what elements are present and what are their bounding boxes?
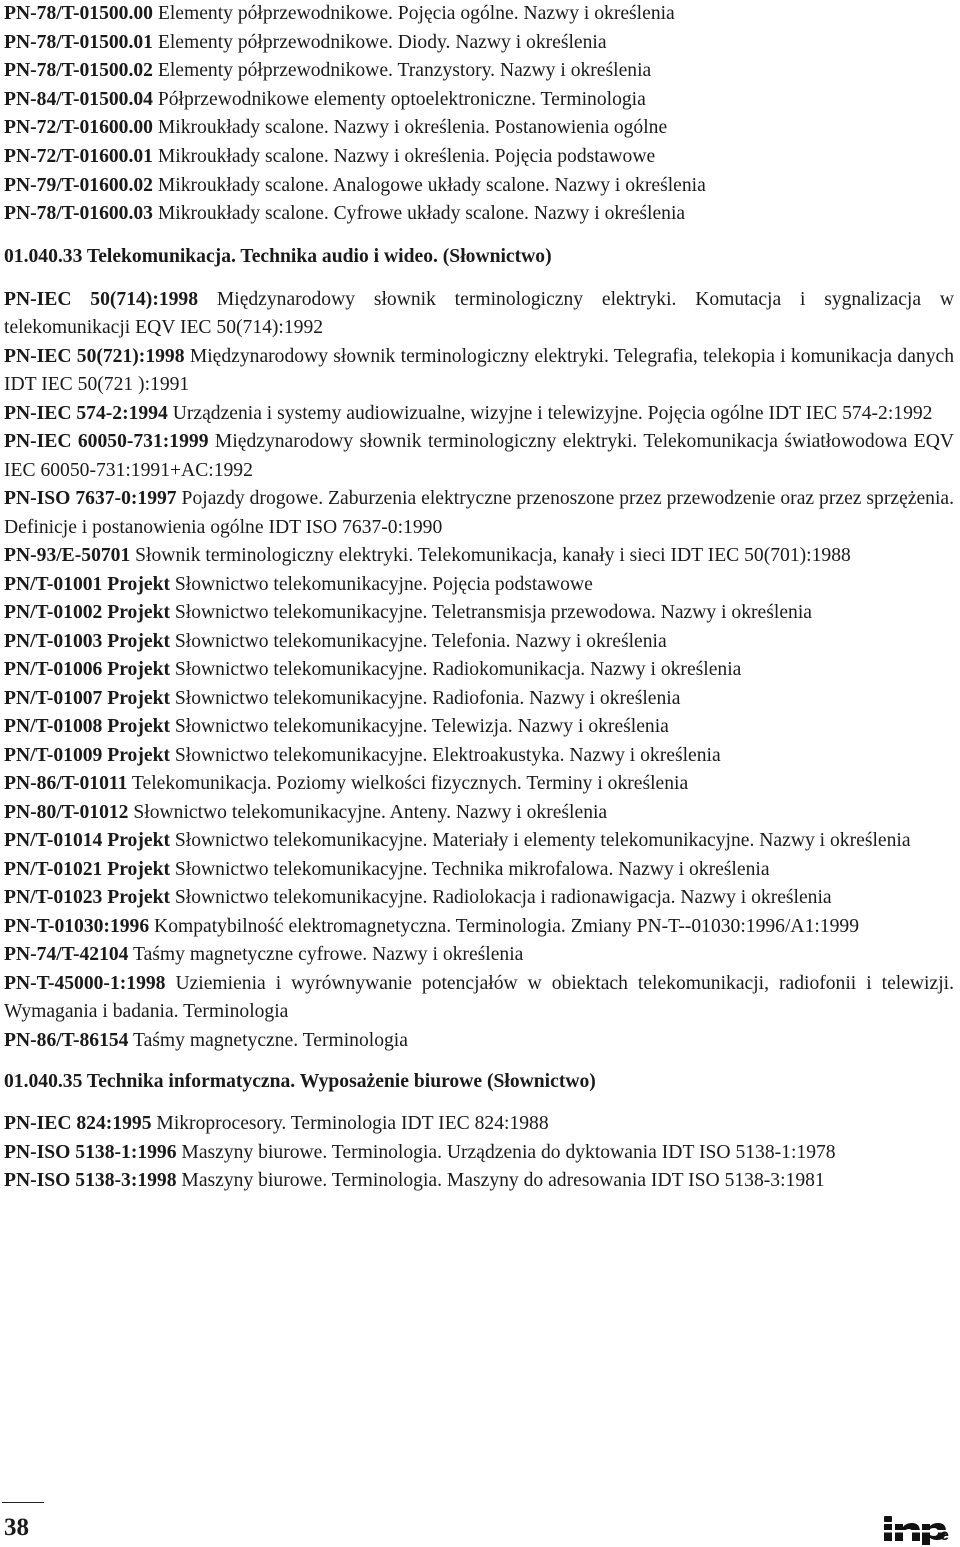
standard-title: Słownictwo telekomunikacyjne. Radiolokacja i radionawigacja. Nazwy i określenia <box>170 887 832 909</box>
standard-title: Mikroprocesory. Terminologia IDT IEC 824:1988 <box>151 1113 549 1135</box>
standard-entry <box>4 343 954 400</box>
standard-entry <box>4 827 954 856</box>
standard-title: Mikroukłady scalone. Analogowe układy scalone. Nazwy i określenia <box>152 174 706 196</box>
standard-entry <box>4 143 954 172</box>
standard-entry <box>4 485 954 542</box>
svg-text:e: e <box>940 1527 949 1544</box>
standard-title: Taśmy magnetyczne. Terminologia <box>128 1029 408 1051</box>
inpe-logo <box>882 1513 954 1545</box>
document-body <box>4 0 954 1196</box>
standard-code: PN/T-01007 Projekt <box>4 687 170 709</box>
standard-entry <box>4 57 954 86</box>
standard-entry <box>4 114 954 143</box>
standard-title: Maszyny biurowe. Terminologia. Maszyny do adresowania IDT ISO 5138-3:1981 <box>176 1170 825 1192</box>
standard-entry <box>4 770 954 799</box>
standard-title: Słownictwo telekomunikacyjne. Telefonia. Nazwy i określenia <box>170 630 667 652</box>
standard-code: PN-84/T-01500.04 <box>4 88 153 110</box>
standard-title: Słownictwo telekomunikacyjne. Radiofonia. Nazwy i określenia <box>170 687 681 709</box>
standard-code: PN-IEC 824:1995 <box>4 1113 152 1135</box>
standard-entry <box>4 941 954 970</box>
standard-title: Słownictwo telekomunikacyjne. Pojęcia podstawowe <box>170 573 593 595</box>
standard-entry <box>4 400 954 429</box>
standard-title: Mikroukłady scalone. Nazwy i określenia. Postanowienia ogólne <box>152 117 668 139</box>
standard-entry <box>4 29 954 58</box>
standard-code: PN-72/T-01600.01 <box>4 145 153 167</box>
standard-entry <box>4 1110 954 1139</box>
standard-entry <box>4 599 954 628</box>
standards-list-information-technology <box>4 1110 954 1196</box>
standard-code: PN-IEC 50(714):1998 <box>4 288 199 310</box>
standard-entry <box>4 913 954 942</box>
standard-code: PN-78/T-01500.02 <box>4 60 153 82</box>
standard-entry <box>4 884 954 913</box>
standard-entry <box>4 200 954 229</box>
standard-code: PN-ISO 5138-3:1998 <box>4 1170 177 1192</box>
standard-entry <box>4 856 954 885</box>
standard-entry <box>4 571 954 600</box>
standard-title: Słownictwo telekomunikacyjne. Technika mikrofalowa. Nazwy i określenia <box>170 858 770 880</box>
standard-code: PN-ISO 7637-0:1997 <box>4 488 177 510</box>
standard-code: PN/T-01002 Projekt <box>4 602 170 624</box>
standard-entry <box>4 1027 954 1056</box>
standard-entry <box>4 542 954 571</box>
standard-code: PN/T-01014 Projekt <box>4 830 170 852</box>
standard-code: PN-78/T-01500.00 <box>4 3 153 24</box>
standard-title: Słownik terminologiczny elektryki. Telekomunikacja, kanały i sieci IDT IEC 50(701):1988 <box>130 545 851 567</box>
standard-entry <box>4 685 954 714</box>
standard-title: Mikroukłady scalone. Cyfrowe układy scalone. Nazwy i określenia <box>152 203 686 225</box>
standard-entry <box>4 428 954 485</box>
standard-entry <box>4 970 954 1027</box>
standard-title: Półprzewodnikowe elementy optoelektroniczne. Terminologia <box>152 88 646 110</box>
standard-title: Międzynarodowy słownik terminologiczny elektryki. Komutacja i sygnalizacja w telekomunikacji EQV IEC 50(714):1992 <box>4 288 954 339</box>
standard-title: Słownictwo telekomunikacyjne. Elektroakustyka. Nazwy i określenia <box>170 744 721 766</box>
standard-title: Słownictwo telekomunikacyjne. Anteny. Nazwy i określenia <box>128 801 608 823</box>
standard-entry <box>4 0 954 29</box>
standard-title: Mikroukłady scalone. Nazwy i określenia. Pojęcia podstawowe <box>152 145 656 167</box>
standard-entry <box>4 86 954 115</box>
standard-entry <box>4 713 954 742</box>
standard-code: PN-ISO 5138-1:1996 <box>4 1141 177 1163</box>
standard-title: Elementy półprzewodnikowe. Diody. Nazwy i określenia <box>152 31 607 53</box>
standard-code: PN/T-01003 Projekt <box>4 630 170 652</box>
standard-code: PN-IEC 574-2:1994 <box>4 402 168 424</box>
standard-title: Elementy półprzewodnikowe. Pojęcia ogólne. Nazwy i określenia <box>152 3 675 24</box>
standard-title: Słownictwo telekomunikacyjne. Radiokomunikacja. Nazwy i określenia <box>170 659 742 681</box>
standard-entry <box>4 172 954 201</box>
standard-code: PN/T-01006 Projekt <box>4 659 170 681</box>
standard-code: PN-T-45000-1:1998 <box>4 972 166 994</box>
page-number: 38 <box>4 1514 29 1541</box>
standard-code: PN-93/E-50701 <box>4 545 131 567</box>
standard-title: Elementy półprzewodnikowe. Tranzystory. Nazwy i określenia <box>152 60 652 82</box>
standards-list-semiconductors <box>4 0 954 229</box>
standard-title: Kompatybilność elektromagnetyczna. Terminologia. Zmiany PN-T--01030:1996/A1:1999 <box>149 915 860 937</box>
standard-title: Słownictwo telekomunikacyjne. Materiały i elementy telekomunikacyjne. Nazwy i określenia <box>170 830 911 852</box>
standard-code: PN-86/T-01011 <box>4 773 128 795</box>
standard-title: Międzynarodowy słownik terminologiczny elektryki. Telegrafia, telekopia i komunikacja danych IDT IEC 50(721 ):1991 <box>4 345 954 396</box>
standard-code: PN-74/T-42104 <box>4 944 129 966</box>
standard-title: Słownictwo telekomunikacyjne. Teletransmisja przewodowa. Nazwy i określenia <box>170 602 812 624</box>
standard-title: Międzynarodowy słownik terminologiczny elektryki. Telekomunikacja światłowodowa EQV IEC 60050-731:1991+AC:1992 <box>4 431 955 481</box>
standard-entry <box>4 628 954 657</box>
standard-title: Taśmy magnetyczne cyfrowe. Nazwy i określenia <box>128 944 524 966</box>
standard-entry <box>4 1139 954 1168</box>
standard-entry <box>4 1167 954 1196</box>
standard-code: PN/T-01008 Projekt <box>4 716 170 738</box>
standard-entry <box>4 742 954 771</box>
standard-title: Telekomunikacja. Poziomy wielkości fizycznych. Terminy i określenia <box>127 773 689 795</box>
section-heading-telecommunications: 01.040.33 Telekomunikacja. Technika audio i wideo. (Słownictwo) <box>4 245 552 267</box>
section-heading-information-technology: 01.040.35 Technika informatyczna. Wyposażenie biurowe (Słownictwo) <box>4 1071 596 1093</box>
standard-code: PN-72/T-01600.00 <box>4 117 153 139</box>
standard-code: PN/T-01023 Projekt <box>4 887 170 909</box>
standard-code: PN/T-01001 Projekt <box>4 573 170 595</box>
standard-title: Urządzenia i systemy audiowizualne, wizyjne i telewizyjne. Pojęcia ogólne IDT IEC 574-2:1992 <box>167 402 933 424</box>
standard-code: PN-79/T-01600.02 <box>4 174 153 196</box>
standard-entry <box>4 286 954 343</box>
standard-entry <box>4 799 954 828</box>
standard-code: PN/T-01009 Projekt <box>4 744 170 766</box>
standard-code: PN-78/T-01600.03 <box>4 203 153 225</box>
standard-title: Uziemienia i wyrównywanie potencjałów w obiektach telekomunikacji, radiofonii i telewizji. Wymagania i badania. Terminologia <box>4 972 954 1023</box>
standard-entry <box>4 656 954 685</box>
standard-title: Pojazdy drogowe. Zaburzenia elektryczne przenoszone przez przewodzenie oraz przez sprzężenia. Definicje i postanowienia ogólne IDT ISO 7637-0:1990 <box>4 488 954 538</box>
standard-code: PN/T-01021 Projekt <box>4 858 170 880</box>
standard-code: PN-T-01030:1996 <box>4 915 150 937</box>
footer-rule <box>2 1502 44 1503</box>
standards-list-telecommunications <box>4 286 954 1056</box>
standard-title: Maszyny biurowe. Terminologia. Urządzenia do dyktowania IDT ISO 5138-1:1978 <box>176 1141 836 1163</box>
standard-title: Słownictwo telekomunikacyjne. Telewizja. Nazwy i określenia <box>170 716 669 738</box>
standard-code: PN-78/T-01500.01 <box>4 31 153 53</box>
standard-code: PN-IEC 50(721):1998 <box>4 345 185 367</box>
standard-code: PN-86/T-86154 <box>4 1029 129 1051</box>
standard-code: PN-IEC 60050-731:1999 <box>4 431 209 453</box>
standard-code: PN-80/T-01012 <box>4 801 129 823</box>
